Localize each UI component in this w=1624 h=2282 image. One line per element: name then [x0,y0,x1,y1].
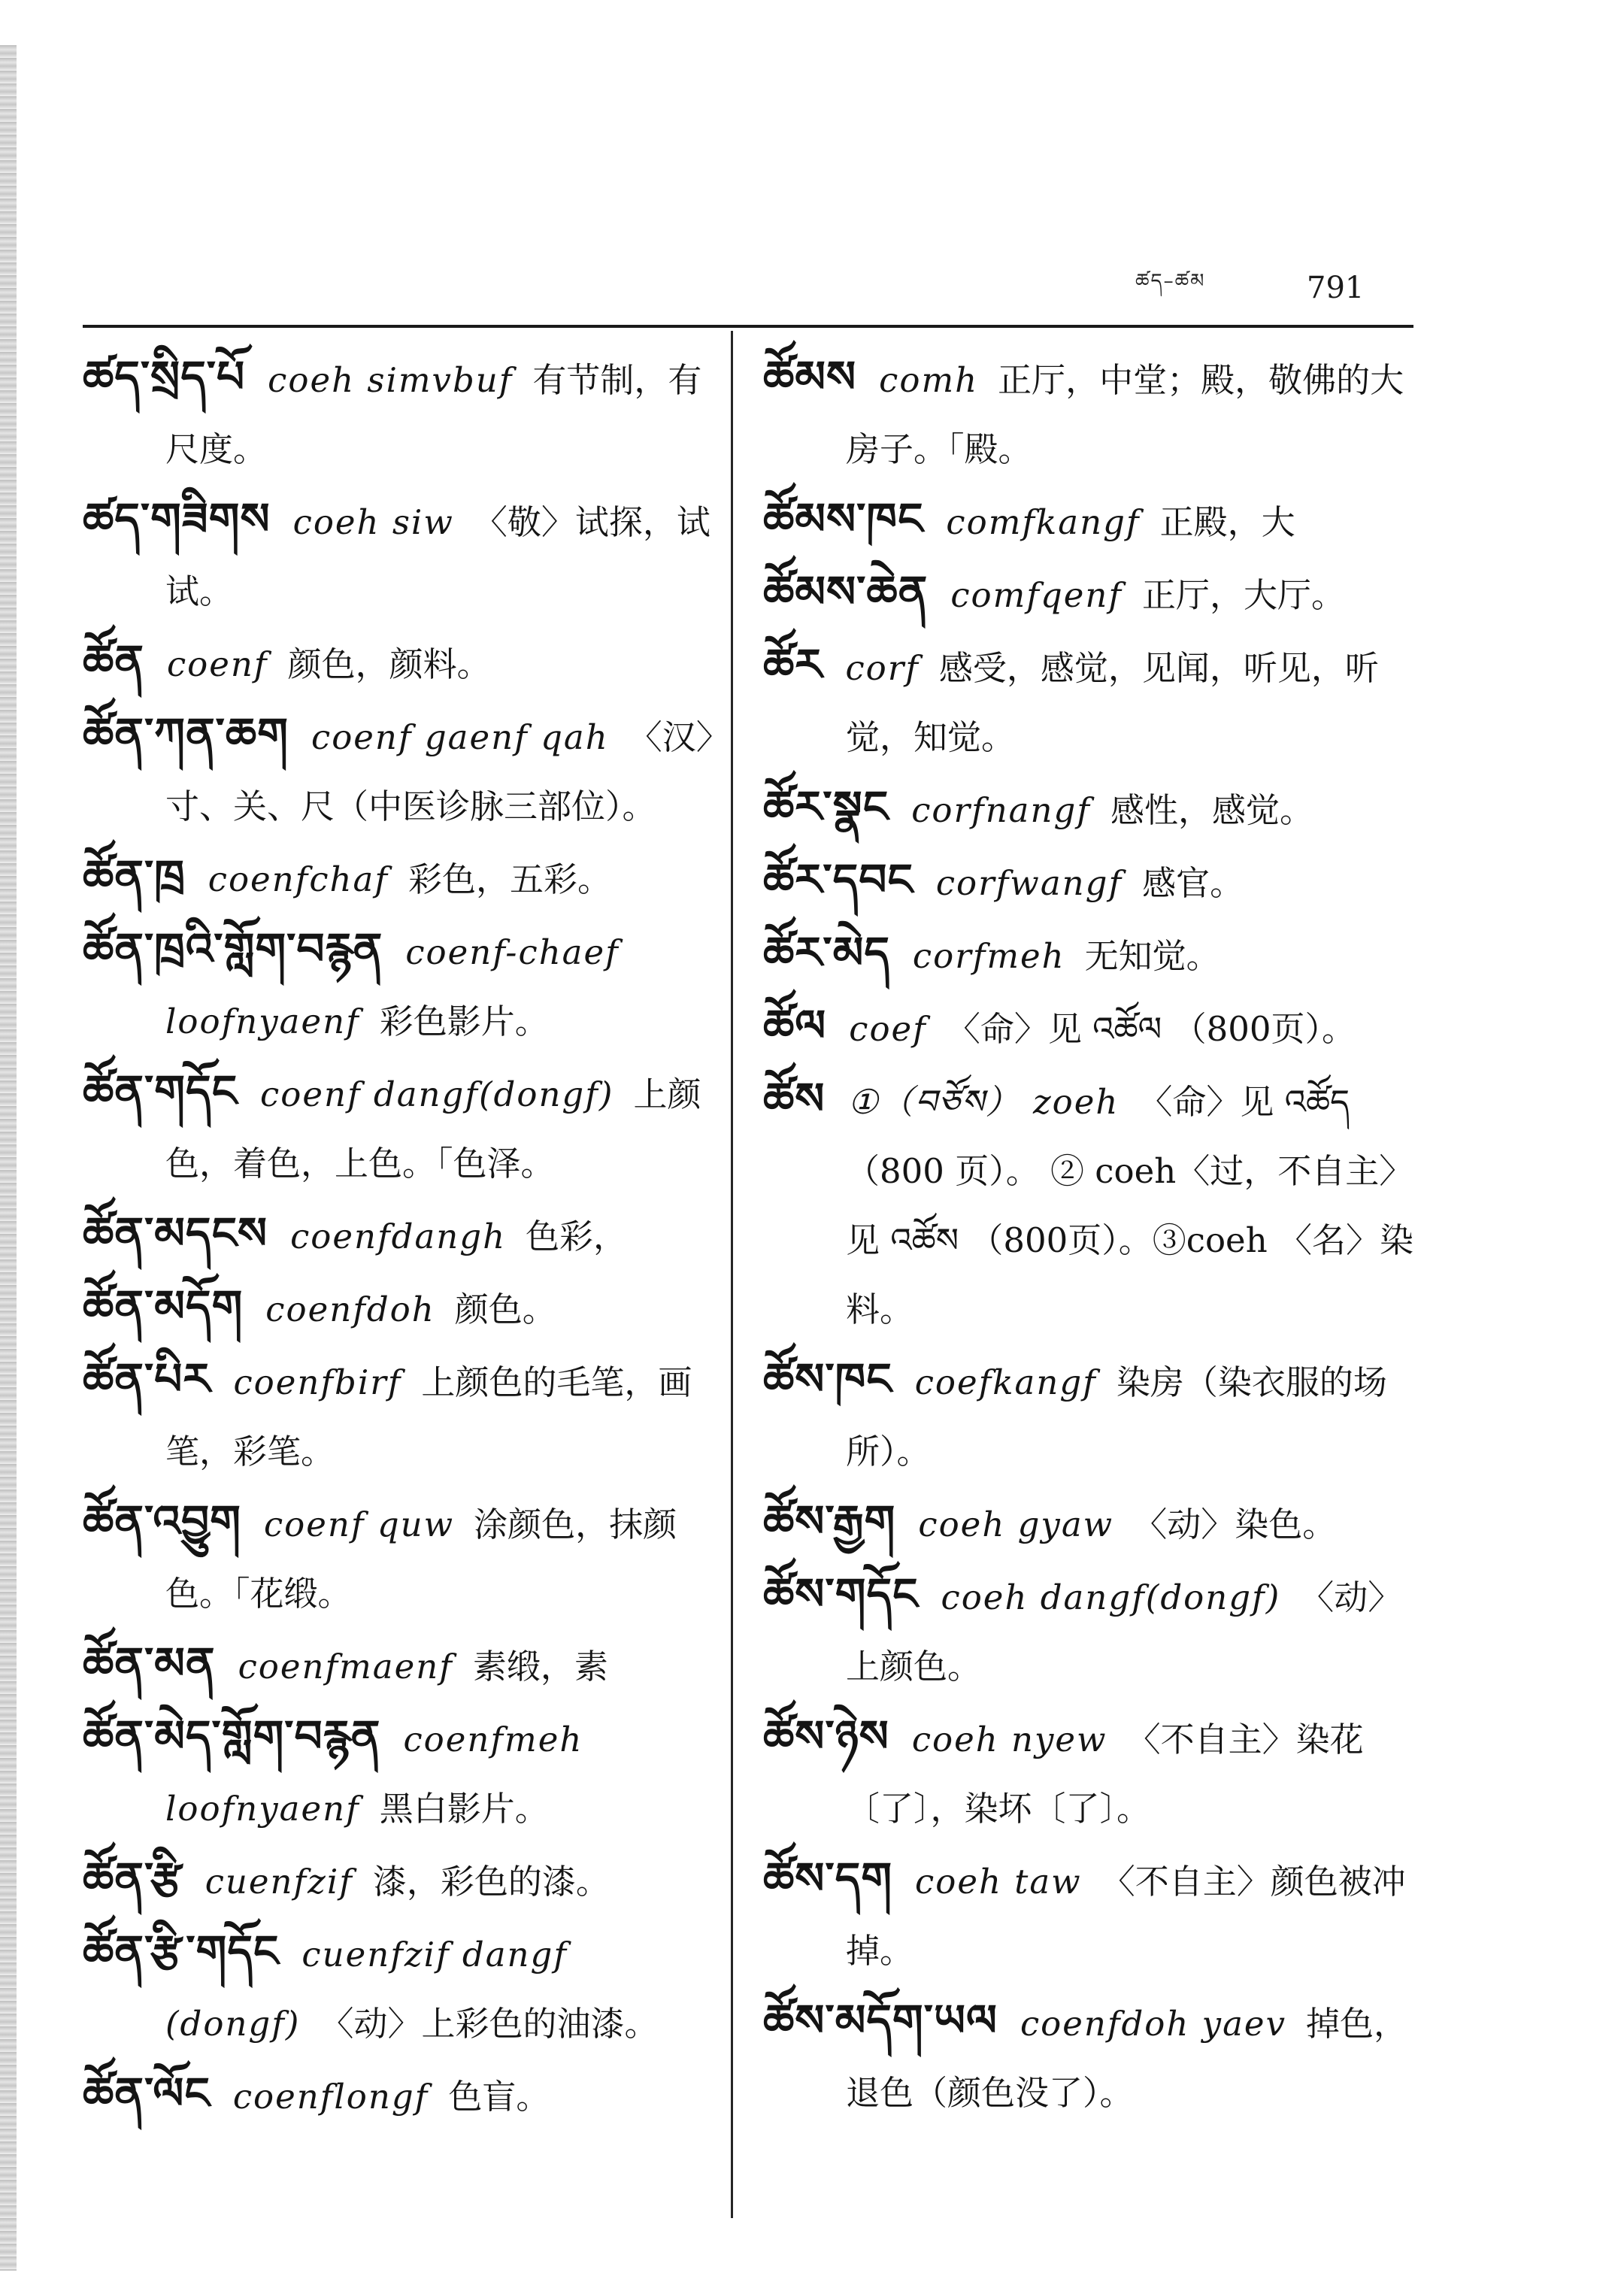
entry-romanization: coenf quw [263,1505,455,1544]
dictionary-entry [83,699,718,841]
entry-romanization: comfqenf [950,575,1123,615]
entry-gloss: 颜色，颜料。 [287,644,491,684]
entry-headword: ཚོར་དབང [763,854,914,905]
dictionary-entry [83,1056,718,1199]
dictionary-entry [763,1559,1413,1702]
dictionary-entry [83,626,718,699]
dictionary-entry [763,1844,1413,1986]
entry-gloss: 黑白影片。 [379,1789,549,1829]
entry-headword: ཚད་སྲིད་པོ [83,351,246,402]
dictionary-entry [763,342,1413,484]
entry-gloss: 正厅，大厅。 [1142,575,1346,615]
entry-romanization: corfnangf [911,790,1091,830]
dictionary-entry [763,918,1413,991]
entry-headword: ཚོན་ཁྲའི་གློག་བརྙན [83,923,383,974]
dictionary-entry [83,1917,718,2059]
left-column [83,342,718,2132]
entry-romanization: coenfmeh loofnyaenf [165,1720,583,1829]
entry-gloss: 〈不自主〉染花〔了〕，染坏〔了〕。 [846,1720,1364,1829]
entry-gloss: 〈敬〉试探，试试。 [165,502,710,611]
running-head: ཚད–ཚམ [1135,270,1206,292]
entry-gloss: 〈动〉染色。 [1133,1505,1337,1544]
entry-headword: ཚོན་པིར [83,1353,211,1405]
entry-romanization: coenfbirf [233,1362,402,1402]
entry-headword: ཚོན་ཁྲ [83,850,186,902]
entry-headword: ཚོས་རྒྱག [763,1496,896,1547]
dictionary-entry [763,1702,1413,1844]
entry-romanization: coenfdoh [265,1289,435,1329]
dictionary-entry [83,1199,718,1271]
entry-gloss: 上颜色的毛笔，画笔，彩笔。 [165,1362,692,1471]
entry-gloss: 〈不自主〉颜色被冲掉。 [846,1862,1406,1971]
dictionary-entry [83,1629,718,1702]
entry-gloss: 有节制，有尺度。 [165,360,702,469]
entry-romanization: corfwangf [935,863,1123,903]
entry-romanization: cuenfzif dangf (dongf) [165,1935,568,2044]
page-number: 791 [1307,271,1365,305]
entry-romanization: coeh simvbuf [268,360,514,400]
entry-gloss: 〈命〉见 འཚོལ （800页）。 [946,1009,1356,1049]
entry-gloss: 正殿，大 [1159,502,1295,542]
entry-romanization: coenfdoh yaev [1020,2004,1286,2044]
dictionary-entry [763,991,1413,1064]
entry-headword: ཚོས [763,1073,826,1124]
entry-headword: ཚོས་གདོང [763,1568,919,1620]
entry-romanization: coef [849,1009,927,1049]
entry-headword: ཚོན་མདངས [83,1208,268,1259]
entry-romanization: cuenfzif [205,1862,353,1902]
entry-gloss: 漆，彩色的漆。 [372,1862,610,1902]
entry-romanization: ①（བཙོས） zoeh [847,1082,1120,1122]
entry-romanization: coenflongf [232,2077,429,2117]
dictionary-entry [763,1486,1413,1559]
entry-romanization: coenf gaenf qah [311,717,609,757]
entry-headword: ཚོས་དག [763,1853,893,1904]
entry-gloss: 感受，感觉，见闻，听见，听觉，知觉。 [846,648,1379,757]
entry-romanization: coeh siw [292,502,454,542]
entry-headword: ཚོམས་ཁང [763,493,924,544]
entry-gloss: 〈动〉上颜色。 [846,1577,1402,1686]
entry-headword: ཚོར་མེད [763,927,890,978]
entry-headword: ཚོས་ཁང [763,1353,892,1405]
dictionary-entry [83,1844,718,1917]
entry-gloss: 感官。 [1142,863,1244,903]
entry-headword: ཚད་གཟིགས [83,493,271,544]
entry-gloss: 彩色，五彩。 [408,859,612,899]
dictionary-entry [83,484,718,626]
entry-headword: ཚོན་རྩི་གདོང [83,1926,280,1977]
column-divider [731,331,733,2218]
entry-headword: ཚོན་འབྱུག [83,1496,241,1547]
entry-headword: ཚོས་མདོག་ཡལ [763,1995,998,2046]
entry-headword: ཚོན་ལོང [83,2068,211,2119]
entry-gloss: 染房（染衣服的场所）。 [846,1362,1387,1471]
dictionary-entry [763,1344,1413,1486]
entry-headword: ཚོན་ཀན་ཆག [83,708,289,759]
entry-romanization: coeh taw [915,1862,1082,1902]
dictionary-entry [763,845,1413,918]
entry-gloss: 无知觉。 [1084,936,1220,976]
entry-headword: ཚོན་རྩི [83,1853,183,1904]
entry-headword: ཚོན་མདོག [83,1280,244,1332]
dictionary-entry [83,1271,718,1344]
entry-gloss: 正厅，中堂；殿，敬佛的大房子。「殿。 [846,360,1404,469]
dictionary-entry [763,630,1413,772]
entry-headword: ཚོན་གདོང [83,1065,238,1117]
entry-headword: ཚོལ [763,1000,827,1051]
entry-headword: ཚོན [83,635,144,686]
entry-gloss: 颜色。 [454,1289,556,1329]
entry-romanization: corfmeh [912,936,1065,976]
entry-gloss: 上颜色，着色，上色。「色泽。 [165,1074,701,1183]
dictionary-entry [763,772,1413,845]
entry-headword: ཚོར [763,639,823,690]
entry-romanization: coenfdangh [290,1217,507,1256]
entry-romanization: coenf dangf(dongf) [260,1074,614,1114]
entry-romanization: coefkangf [914,1362,1097,1402]
entry-romanization: coenfmaenf [238,1647,453,1686]
dictionary-entry [83,1344,718,1486]
dictionary-entry [763,557,1413,630]
entry-gloss: 〈动〉上彩色的油漆。 [320,2004,659,2044]
dictionary-entry [83,1486,718,1629]
entry-romanization: corf [845,648,920,688]
entry-romanization: coenf [166,644,268,684]
entry-headword: ཚོར་སྣང [763,781,889,832]
entry-romanization: coeh nyew [911,1720,1107,1759]
dictionary-entry [83,841,718,914]
dictionary-entry [763,1064,1413,1344]
entry-headword: ཚོན་མེད་གློག་བརྙན [83,1711,381,1762]
dictionary-entry [763,484,1413,557]
entry-gloss: 彩色影片。 [379,1002,549,1041]
entry-romanization: coeh dangf(dongf) [941,1577,1281,1617]
entry-romanization: coeh gyaw [918,1505,1114,1544]
entry-gloss: 色彩， [526,1217,628,1256]
header-rule [83,325,1413,328]
dictionary-entry [83,1702,718,1844]
entry-headword: ཚོས་ཉེས [763,1711,889,1762]
scan-edge-shadow [0,45,17,2271]
entry-gloss: 素缎，素 [472,1647,608,1686]
entry-headword: ཚོམས་ཆེན [763,566,929,617]
right-column [763,342,1413,2128]
entry-gloss: 涂颜色，抹颜色。「花缎。 [165,1505,677,1614]
dictionary-entry [763,1986,1413,2128]
entry-gloss: 掉色，退色（颜色没了）。 [846,2004,1408,2113]
dictionary-entry [83,342,718,484]
entry-headword: ཚོན་མན [83,1638,216,1689]
entry-gloss: 〈命〉见 འཚོད（800 页）。 ② coeh〈过，不自主〉 见 འཚོས （800页）。③coeh 〈名〉染料。 [846,1082,1413,1329]
entry-romanization: coenf-chaef loofnyaenf [165,932,620,1041]
dictionary-entry [83,914,718,1056]
entry-romanization: coenfchaf [208,859,389,899]
entry-headword: ཚོམས [763,351,857,402]
entry-gloss: 色盲。 [448,2077,550,2117]
entry-romanization: comfkangf [946,502,1141,542]
entry-gloss: 感性，感觉。 [1110,790,1313,830]
entry-romanization: comh [879,360,979,400]
entry-gloss: 〈汉〉寸、关、尺（中医诊脉三部位）。 [165,717,714,826]
dictionary-entry [83,2059,718,2132]
